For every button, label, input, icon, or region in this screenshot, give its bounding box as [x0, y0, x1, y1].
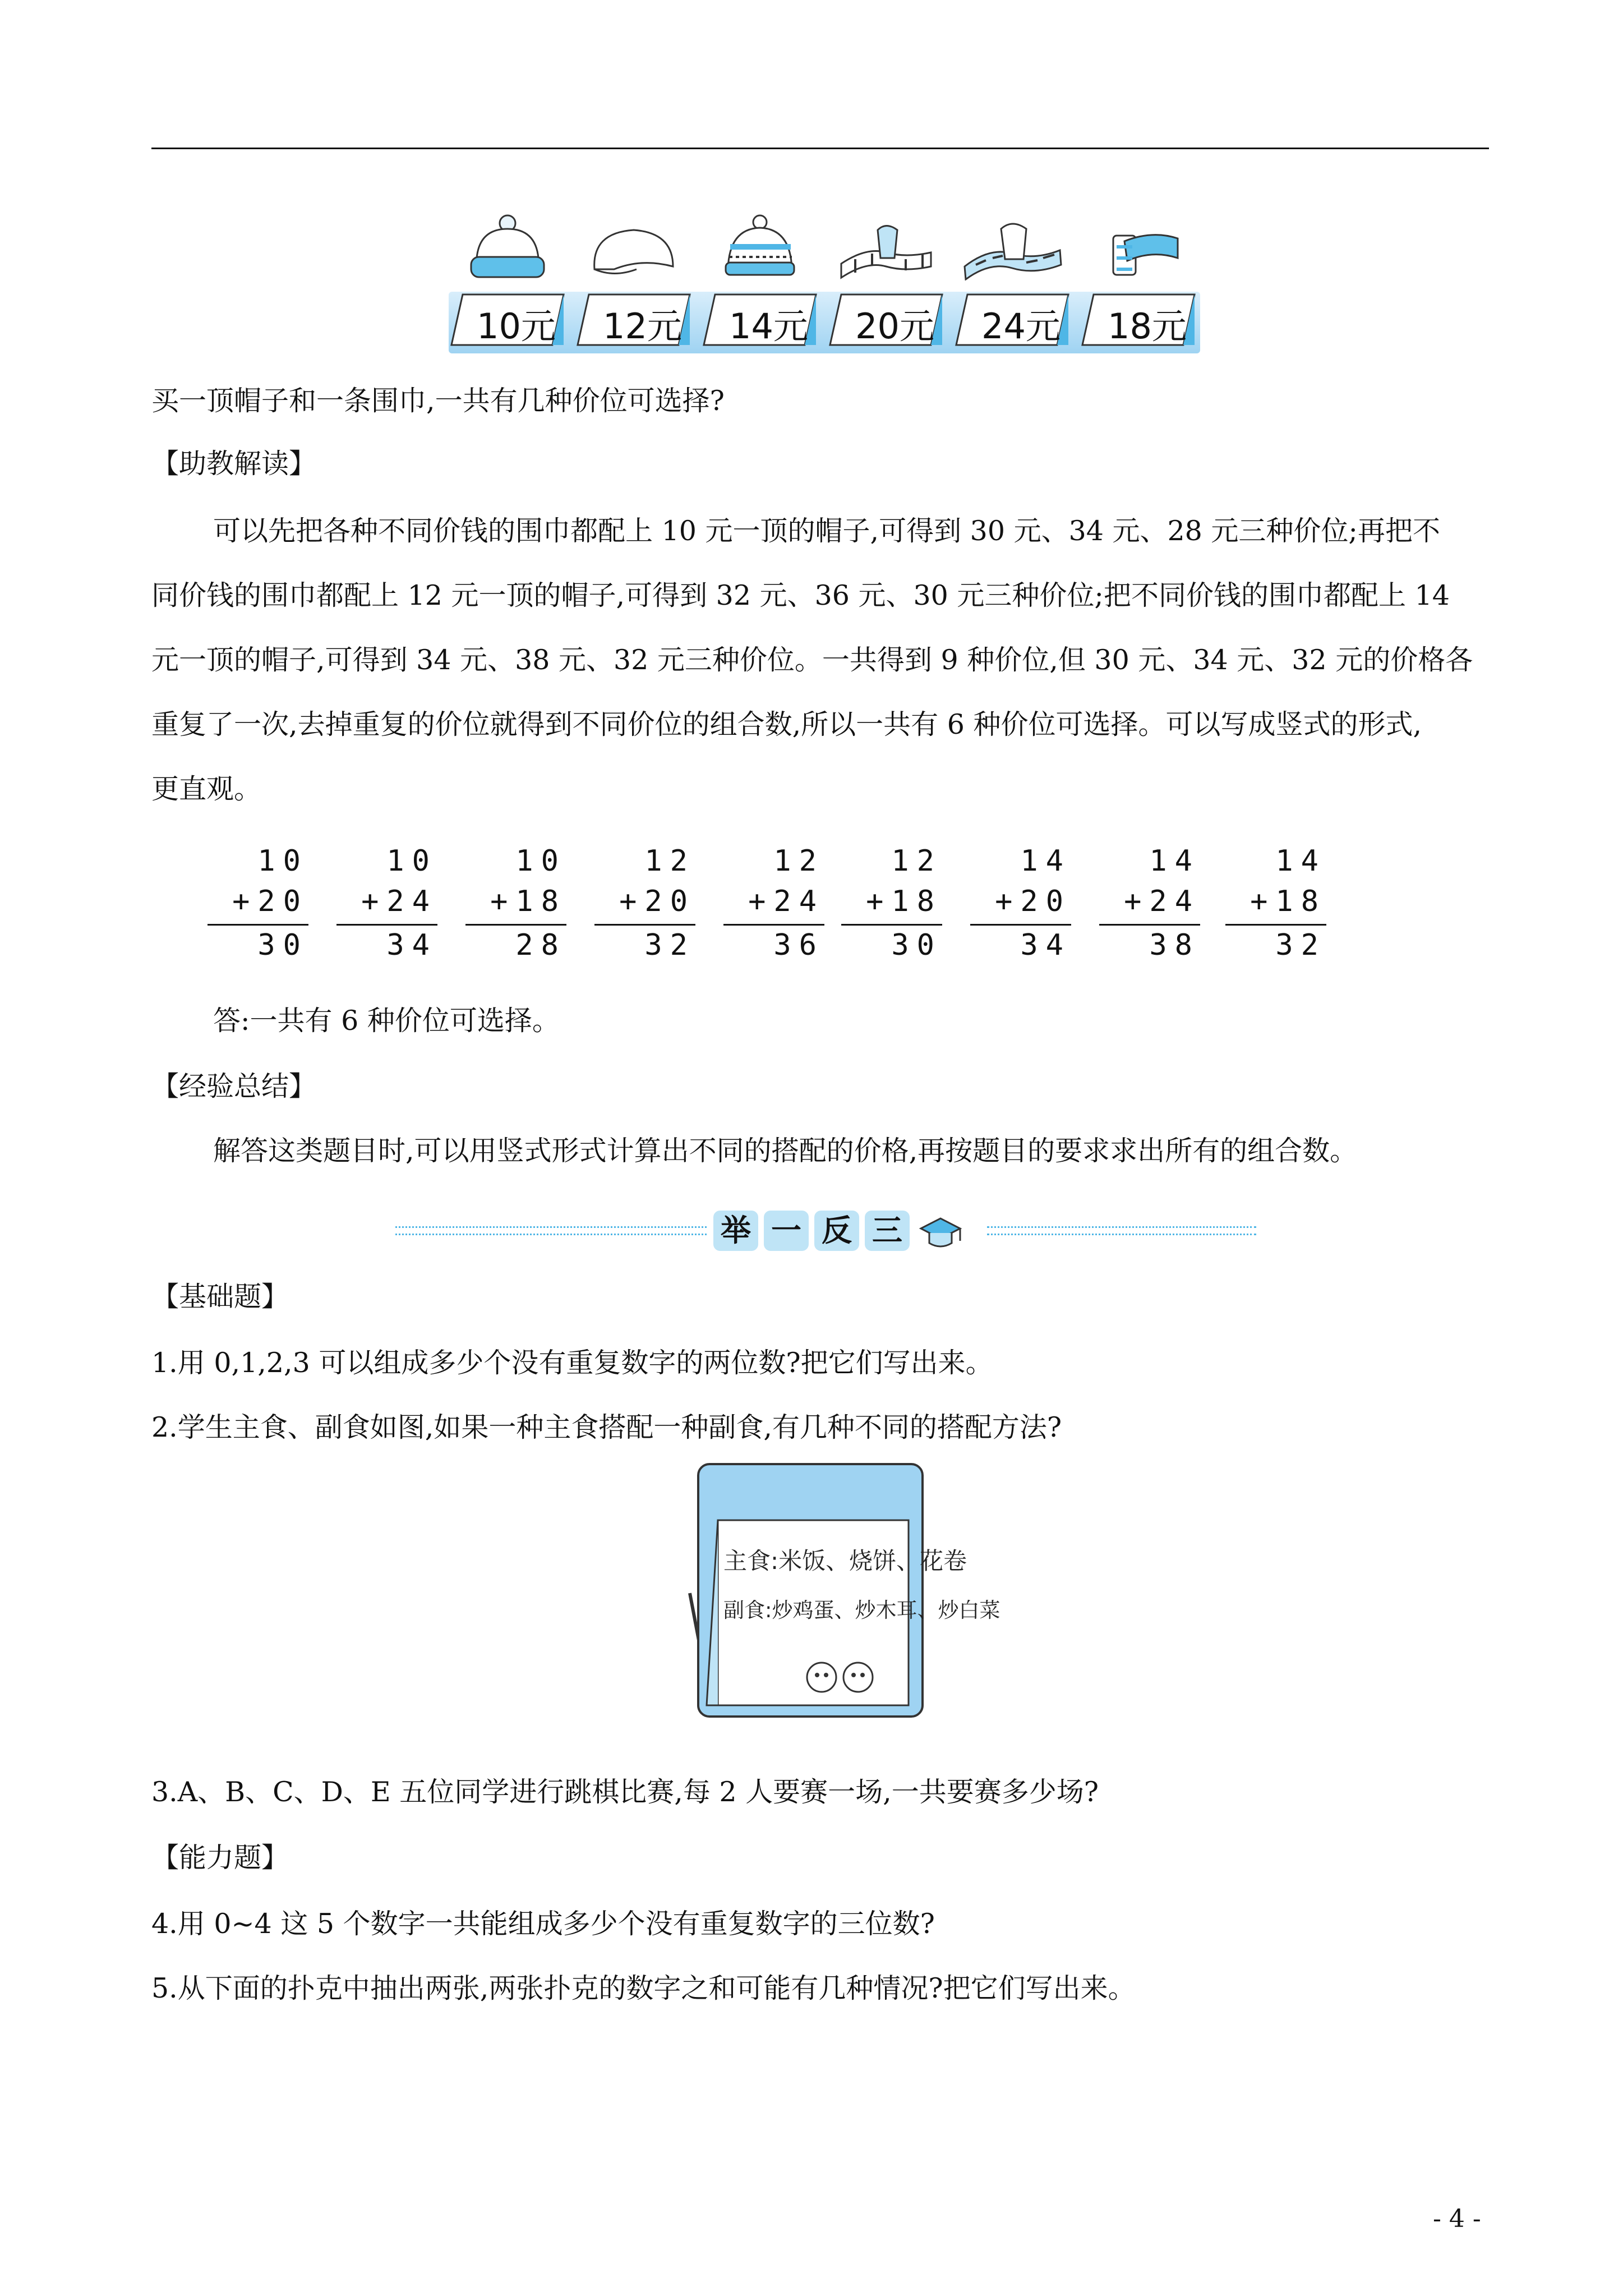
vertical-sums [208, 844, 1329, 973]
question-1: 1.用 0,1,2,3 可以组成多少个没有重复数字的两位数?把它们写出来。 [151, 1347, 993, 1379]
product-item [575, 208, 693, 353]
question-text: 买一顶帽子和一条围巾,一共有几种价位可选择? [151, 385, 725, 417]
pompom-hat-icon [454, 213, 561, 280]
vertical-sum: 12 +20 32 [594, 844, 695, 973]
banner-char: 一 [764, 1211, 809, 1251]
help-line: 元一顶的帽子,可得到 34 元、38 元、32 元三种价位。一共得到 9 种价位,但 30 元、34 元、32 元的价格各 [151, 644, 1473, 676]
help-line: 同价钱的围巾都配上 12 元一顶的帽子,可得到 32 元、36 元、30 元三种价位;把不同价钱的围巾都配上 14 [151, 579, 1450, 611]
vertical-sum: 14 +24 38 [1099, 844, 1200, 973]
menu-main-food: 主食:米饭、烧饼、花卷 [723, 1547, 967, 1575]
graduation-cap-icon [915, 1206, 966, 1257]
banner-char: 举 [713, 1211, 758, 1251]
product-item [827, 208, 945, 353]
product-item [449, 208, 566, 353]
banner-char: 反 [814, 1211, 859, 1251]
folded-scarf-icon [1085, 213, 1192, 280]
question-5: 5.从下面的扑克中抽出两张,两张扑克的数字之和可能有几种情况?把它们写出来。 [151, 1972, 1136, 2004]
summary-heading: 【经验总结】 [151, 1070, 317, 1102]
menu-board [679, 1458, 1000, 1728]
vertical-sum: 10 +24 34 [336, 844, 437, 973]
page-number: - 4 - [1433, 2205, 1481, 2233]
vertical-sum: 10 +18 28 [465, 844, 566, 973]
price-label: 24元 [981, 306, 1061, 347]
question-2: 2.学生主食、副食如图,如果一种主食搭配一种副食,有几种不同的搭配方法? [151, 1411, 1062, 1443]
vertical-sum: 12 +18 30 [841, 844, 942, 973]
cap-hat-icon [580, 213, 687, 280]
price-label: 20元 [855, 306, 934, 347]
summary-text: 解答这类题目时,可以用竖式形式计算出不同的搭配的价格,再按题目的要求求出所有的组合数。 [213, 1135, 1358, 1167]
knit-hat-icon [707, 213, 813, 280]
product-item [953, 208, 1071, 353]
basic-heading: 【基础题】 [151, 1281, 289, 1313]
section-banner [713, 1206, 932, 1257]
vertical-sum: 10 +20 30 [208, 844, 308, 973]
price-label: 18元 [1108, 306, 1187, 347]
product-strip [449, 208, 1200, 353]
patterned-scarf-icon [959, 213, 1066, 280]
striped-scarf-icon [833, 213, 939, 280]
product-item [1080, 208, 1197, 353]
product-item [701, 208, 819, 353]
price-label: 12元 [603, 306, 682, 347]
help-line: 重复了一次,去掉重复的价位就得到不同价位的组合数,所以一共有 6 种价位可选择。可以写成竖式的形式, [151, 708, 1422, 740]
vertical-sum: 12 +24 36 [723, 844, 824, 973]
menu-side-food: 副食:炒鸡蛋、炒木耳、炒白菜 [723, 1598, 1000, 1622]
help-line: 更直观。 [151, 773, 262, 805]
price-label: 10元 [477, 306, 556, 347]
question-4: 4.用 0~4 这 5 个数字一共能组成多少个没有重复数字的三位数? [151, 1908, 935, 1940]
vertical-sum: 14 +20 34 [970, 844, 1071, 973]
question-3: 3.A、B、C、D、E 五位同学进行跳棋比赛,每 2 人要赛一场,一共要赛多少场? [151, 1776, 1099, 1808]
answer-text: 答:一共有 6 种价位可选择。 [213, 1005, 560, 1037]
banner-dotted-line-right [987, 1226, 1256, 1235]
header-rule [151, 148, 1489, 149]
help-line: 可以先把各种不同价钱的围巾都配上 10 元一顶的帽子,可得到 30 元、34 元、28 元三种价位;再把不 [213, 515, 1440, 547]
banner-dotted-line-left [395, 1226, 707, 1235]
vertical-sum: 14 +18 32 [1225, 844, 1326, 973]
banner-char: 三 [865, 1211, 910, 1251]
help-heading: 【助教解读】 [151, 448, 317, 480]
ability-heading: 【能力题】 [151, 1842, 289, 1874]
price-label: 14元 [729, 306, 808, 347]
